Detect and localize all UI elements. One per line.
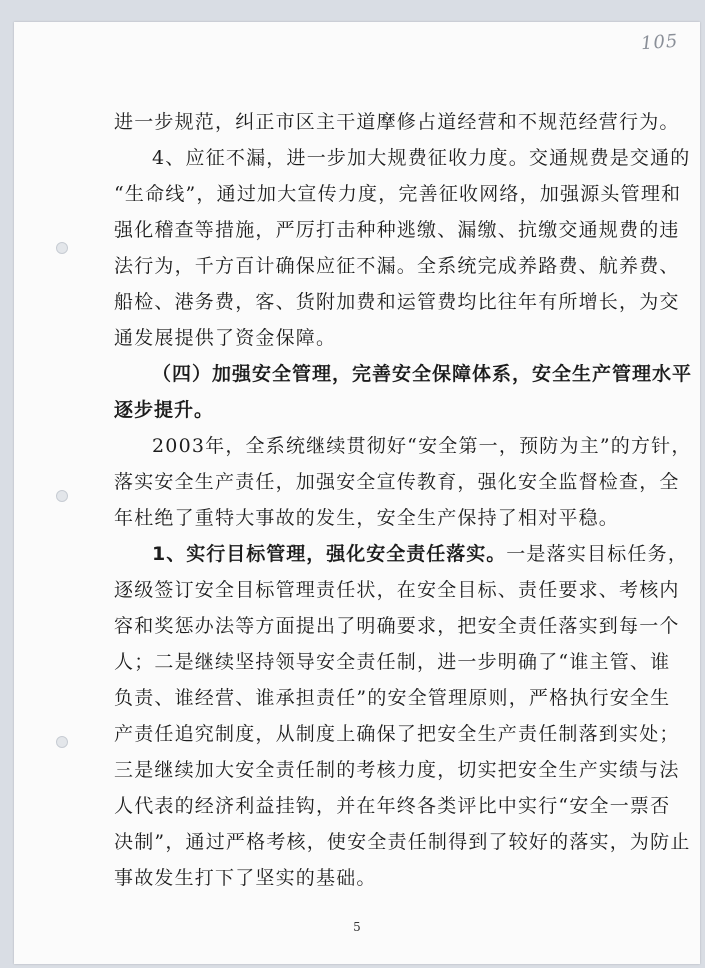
subheading-line: [114, 536, 689, 572]
text-line: 进一步规范，纠正市区主干道摩修占道经营和不规范经营行为。: [114, 111, 680, 133]
text-line: 通发展提供了资金保障。: [114, 327, 337, 349]
text-line: 产责任追究制度，从制度上确保了把安全生产责任制落到实处；: [114, 723, 680, 745]
handwritten-page-note: 105: [639, 30, 679, 55]
text-line: 落实安全生产责任，加强安全宣传教育，强化安全监督检查，全: [114, 471, 680, 493]
text-line: 负责、谁经营、谁承担责任”的安全管理原则，严格执行安全生: [114, 687, 671, 709]
document-body: [114, 104, 693, 896]
subheading-text: 一是落实目标任务，: [506, 543, 689, 565]
text-line: 人代表的经济利益挂钩，并在年终各类评比中实行“安全一票否: [114, 795, 671, 817]
text-line: 人；二是继续坚持领导安全责任制，进一步明确了“谁主管、谁: [114, 651, 671, 673]
text-line: 强化稽查等措施，严厉打击种种逃缴、漏缴、抗缴交通规费的违: [114, 219, 680, 241]
punch-hole: [56, 490, 68, 502]
text-line: 三是继续加大安全责任制的考核力度，切实把安全生产实绩与法: [114, 759, 680, 781]
text-line: 年杜绝了重特大事故的发生，安全生产保持了相对平稳。: [114, 507, 620, 529]
text-line: 法行为，千方百计确保应征不漏。全系统完成养路费、航养费、: [114, 255, 680, 277]
section-heading-continued: 逐步提升。: [114, 399, 215, 421]
subheading: 1、实行目标管理，强化安全责任落实。: [152, 543, 507, 565]
document-page: [14, 22, 700, 964]
text-line: 决制”，通过严格考核，使安全责任制得到了较好的落实，为防止: [114, 831, 691, 853]
section-heading: （四）加强安全管理，完善安全保障体系，安全生产管理水平: [152, 363, 693, 385]
text-line: 2003年，全系统继续贯彻好“安全第一，预防为主”的方针，: [152, 435, 692, 457]
text-line: 容和奖惩办法等方面提出了明确要求，把安全责任落实到每一个: [114, 615, 680, 637]
page-number: 5: [353, 920, 361, 934]
text-line: 逐级签订安全目标管理责任状，在安全目标、责任要求、考核内: [114, 579, 680, 601]
text-line: 船检、港务费，客、货附加费和运管费均比往年有所增长，为交: [114, 291, 680, 313]
text-line: “生命线”，通过加大宣传力度，完善征收网络，加强源头管理和: [114, 183, 682, 205]
punch-hole: [56, 242, 68, 254]
text-line: 事故发生打下了坚实的基础。: [114, 867, 377, 889]
punch-hole: [56, 736, 68, 748]
text-line: 4、应征不漏，进一步加大规费征收力度。交通规费是交通的: [152, 147, 691, 169]
